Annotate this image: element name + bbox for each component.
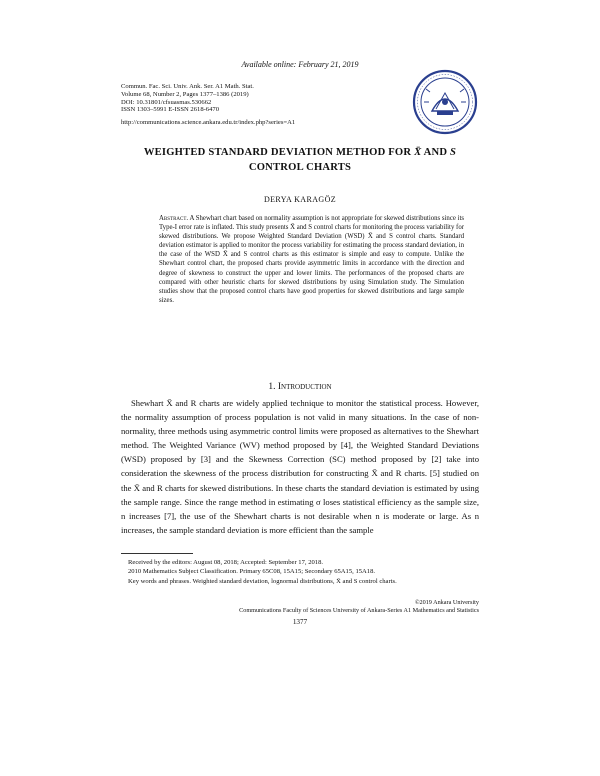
copyright-line2: Communications Faculty of Sciences University of Ankara-Series A1 Mathematics and Statistics (239, 606, 479, 614)
journal-doi: DOI: 10.31801/cfsuasmas.530662 (121, 98, 212, 106)
footnote-msc: 2010 Mathematics Subject Classification. Primary 65C08, 15A15; Secondary 65A15, 15A18. (128, 568, 376, 576)
author-name: DERYA KARAGÖZ (263, 195, 337, 204)
footnote-rule (121, 553, 193, 554)
title-and: AND (421, 147, 451, 158)
paper-title (110, 145, 490, 175)
journal-name: Commun. Fac. Sci. Univ. Ank. Ser. A1 Math. Stat. (121, 83, 254, 90)
copyright-line1: ©2019 Ankara University (414, 599, 479, 606)
footnotes (121, 558, 479, 586)
copyright-notice (121, 599, 479, 614)
footnote-received: Received by the editors: August 08, 2018; Accepted: September 17, 2018. (128, 559, 324, 566)
journal-issn: ISSN 1303–5991 E-ISSN 2618-6470 (121, 106, 219, 114)
abstract (159, 214, 464, 305)
section-heading (0, 382, 600, 392)
intro-paragraph: Shewhart X̄ and R charts are widely applied technique to monitor the statistical process. However, the normality assumption of process population is not valid in many situations. In the case of non-normality, three methods using asymmetric control limits were proposed as alternatives to the Shewhart method. The Weighted Variance (WV) method proposed by [4], the Weighted Standard Deviations (WSD) proposed by [3] and the Skewness Correction (SC) method proposed by [2] take into consideration the skewness of the process distribution for constructing X̄ and R charts. [5] studied on the X̄ and R charts for skewed distributions. In these charts the standard deviation is estimated by using the sample range. Since the range method in estimating σ loses statistical efficiency as the sample size, n increases [7], the use of the Shewhart charts is not desirable when n is moderate or large. As n increases, the sample standard deviation is more efficient than the sample (121, 398, 479, 535)
title-xbar: X̄ (414, 147, 422, 158)
section-title: Introduction (277, 382, 332, 392)
page-number: 1377 (292, 618, 308, 626)
footnote-keywords: Key words and phrases. Weighted standard deviation, lognormal distributions, X̄ and S control charts. (128, 577, 397, 585)
journal-url[interactable]: http://communications.science.ankara.edu.tr/index.php?series=A1 (121, 119, 296, 127)
section-number: 1. (268, 382, 276, 392)
journal-info (121, 83, 461, 127)
journal-volume: Volume 68, Number 2, Pages 1377–1386 (2019) (121, 90, 249, 98)
title-s: S (450, 147, 457, 158)
title-line1-prefix: WEIGHTED STANDARD DEVIATION METHOD FOR (143, 147, 415, 158)
introduction-body (121, 396, 479, 537)
ankara-university-seal-icon (412, 69, 478, 135)
abstract-text: A Shewhart chart based on normality assumption is not appropriate for skewed distributions since its Type-I error rate is inflated. This study presents X̄ and S control charts for monitoring the process variability for skewed distributions. We propose Weighted Standard Deviation (WSD) X̄ and S control charts. Standard deviation estimator is applied to monitor the process variability for estimating the process standard deviation, in the case of the WSD X̄ and S control charts as this estimator is simple and easy to compute. Unlike the Shewhart control chart, the proposed charts provide asymmetric limits in accordance with the direction and degree of skewness to construct the upper and lower limits. The performances of the proposed charts are compared with other heuristic charts for skewed distributions by using Simulation study. The Simulation studies show that the proposed control charts have good properties for skewed distributions and large sample sizes. (159, 215, 464, 304)
title-line2: CONTROL CHARTS (248, 162, 352, 173)
available-online-date: Available online: February 21, 2019 (241, 60, 359, 69)
abstract-label: Abstract. (159, 215, 189, 222)
